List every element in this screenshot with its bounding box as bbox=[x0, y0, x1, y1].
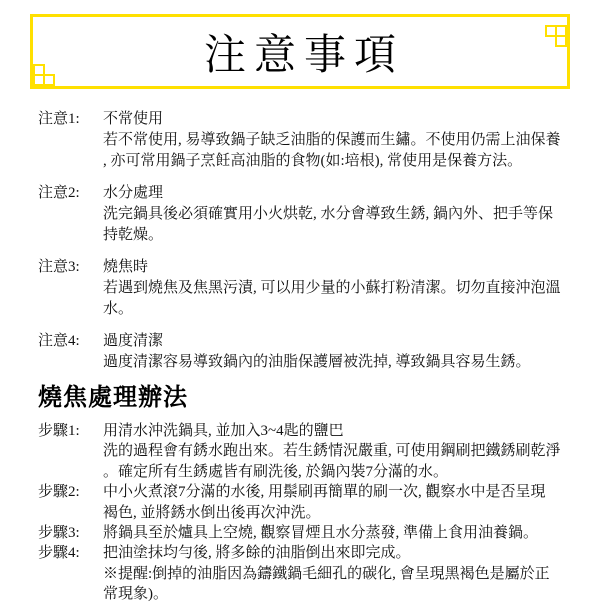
note-heading-line bbox=[38, 183, 574, 204]
note-item-4 bbox=[38, 331, 574, 373]
note-body-line: 若不常使用, 易導致鍋子缺乏油脂的保護而生鏽。不使用仍需上油保養 bbox=[103, 132, 561, 148]
note-label: 注意2: bbox=[38, 185, 80, 201]
document-body bbox=[38, 109, 574, 605]
note-label: 注意4: bbox=[38, 333, 80, 349]
note-heading-line bbox=[38, 331, 574, 352]
page-title: 注意事項 bbox=[203, 32, 404, 79]
ornament-square bbox=[43, 74, 55, 86]
step-body-line: 褐色, 並將銹水倒出後再次沖洗。 bbox=[103, 504, 321, 521]
step-title: 中小火煮滾7分滿的水後, 用鬃刷再簡單的刷一次, 觀察水中是否呈現 bbox=[103, 484, 546, 501]
note-body-line: 若遇到燒焦及焦黑污漬, 可以用少量的小蘇打粉清潔。切勿直接沖泡溫 bbox=[103, 280, 561, 296]
note-body-line: , 亦可常用鍋子烹飪高油脂的食物(如:培根), 常使用是保養方法。 bbox=[103, 153, 523, 169]
note-title: 過度清潔 bbox=[103, 333, 164, 349]
step-heading-line bbox=[38, 421, 574, 441]
step-label: 步驟3: bbox=[38, 525, 80, 542]
step-reminder-line: ※提醒:倒掉的油脂因為鑄鐵鍋毛細孔的碳化, 會呈現黑褐色是屬於正 bbox=[103, 565, 550, 582]
step-item-4 bbox=[38, 543, 574, 604]
steps-section bbox=[38, 421, 574, 605]
step-title: 將鍋具至於爐具上空燒, 觀察冒煙且水分蒸發, 準備上食用油養鍋。 bbox=[103, 525, 539, 542]
note-title: 燒焦時 bbox=[103, 259, 149, 275]
step-label: 步驟4: bbox=[38, 545, 80, 562]
step-item-3 bbox=[38, 523, 574, 543]
step-item-2 bbox=[38, 482, 574, 523]
step-label: 步驟1: bbox=[38, 423, 80, 439]
step-heading-line bbox=[38, 543, 574, 563]
title-box bbox=[30, 14, 570, 89]
step-item-1 bbox=[38, 421, 574, 482]
step-body-line: 洗的過程會有銹水跑出來。若生銹情況嚴重, 可使用鋼刷把鐵銹刷乾淨 bbox=[103, 443, 561, 460]
step-reminder-line: 常現象)。 bbox=[103, 586, 168, 603]
note-body-line: 過度清潔容易導致鍋內的油脂保護層被洗掉, 導致鍋具容易生銹。 bbox=[103, 354, 531, 370]
note-item-1 bbox=[38, 109, 574, 172]
note-heading-line bbox=[38, 257, 574, 278]
note-label: 注意1: bbox=[38, 111, 80, 127]
step-body-line: 。確定所有生銹處皆有刷洗後, 於鍋內裝7分滿的水。 bbox=[103, 463, 449, 480]
corner-ornament-bottom-left-icon bbox=[33, 62, 57, 86]
note-body-line: 水。 bbox=[103, 301, 134, 317]
corner-ornament-top-right-icon bbox=[543, 25, 567, 49]
note-title: 水分處理 bbox=[103, 185, 164, 201]
step-title: 把油塗抹均勻後, 將多餘的油脂倒出來即完成。 bbox=[103, 545, 411, 562]
step-heading-line bbox=[38, 523, 574, 543]
note-item-3 bbox=[38, 257, 574, 320]
ornament-square bbox=[555, 35, 567, 47]
step-label: 步驟2: bbox=[38, 484, 80, 501]
note-item-2 bbox=[38, 183, 574, 246]
step-heading-line bbox=[38, 482, 574, 502]
note-body-line: 洗完鍋具後必須確實用小火烘乾, 水分會導致生銹, 鍋內外、把手等保 bbox=[103, 206, 554, 222]
note-label: 注意3: bbox=[38, 259, 80, 275]
section-heading: 燒焦處理辦法 bbox=[38, 385, 188, 411]
note-title: 不常使用 bbox=[103, 111, 164, 127]
note-body-line: 持乾燥。 bbox=[103, 227, 164, 243]
step-title: 用清水沖洗鍋具, 並加入3~4匙的鹽巴 bbox=[103, 423, 344, 439]
note-heading-line bbox=[38, 109, 574, 130]
notes-section bbox=[38, 109, 574, 373]
